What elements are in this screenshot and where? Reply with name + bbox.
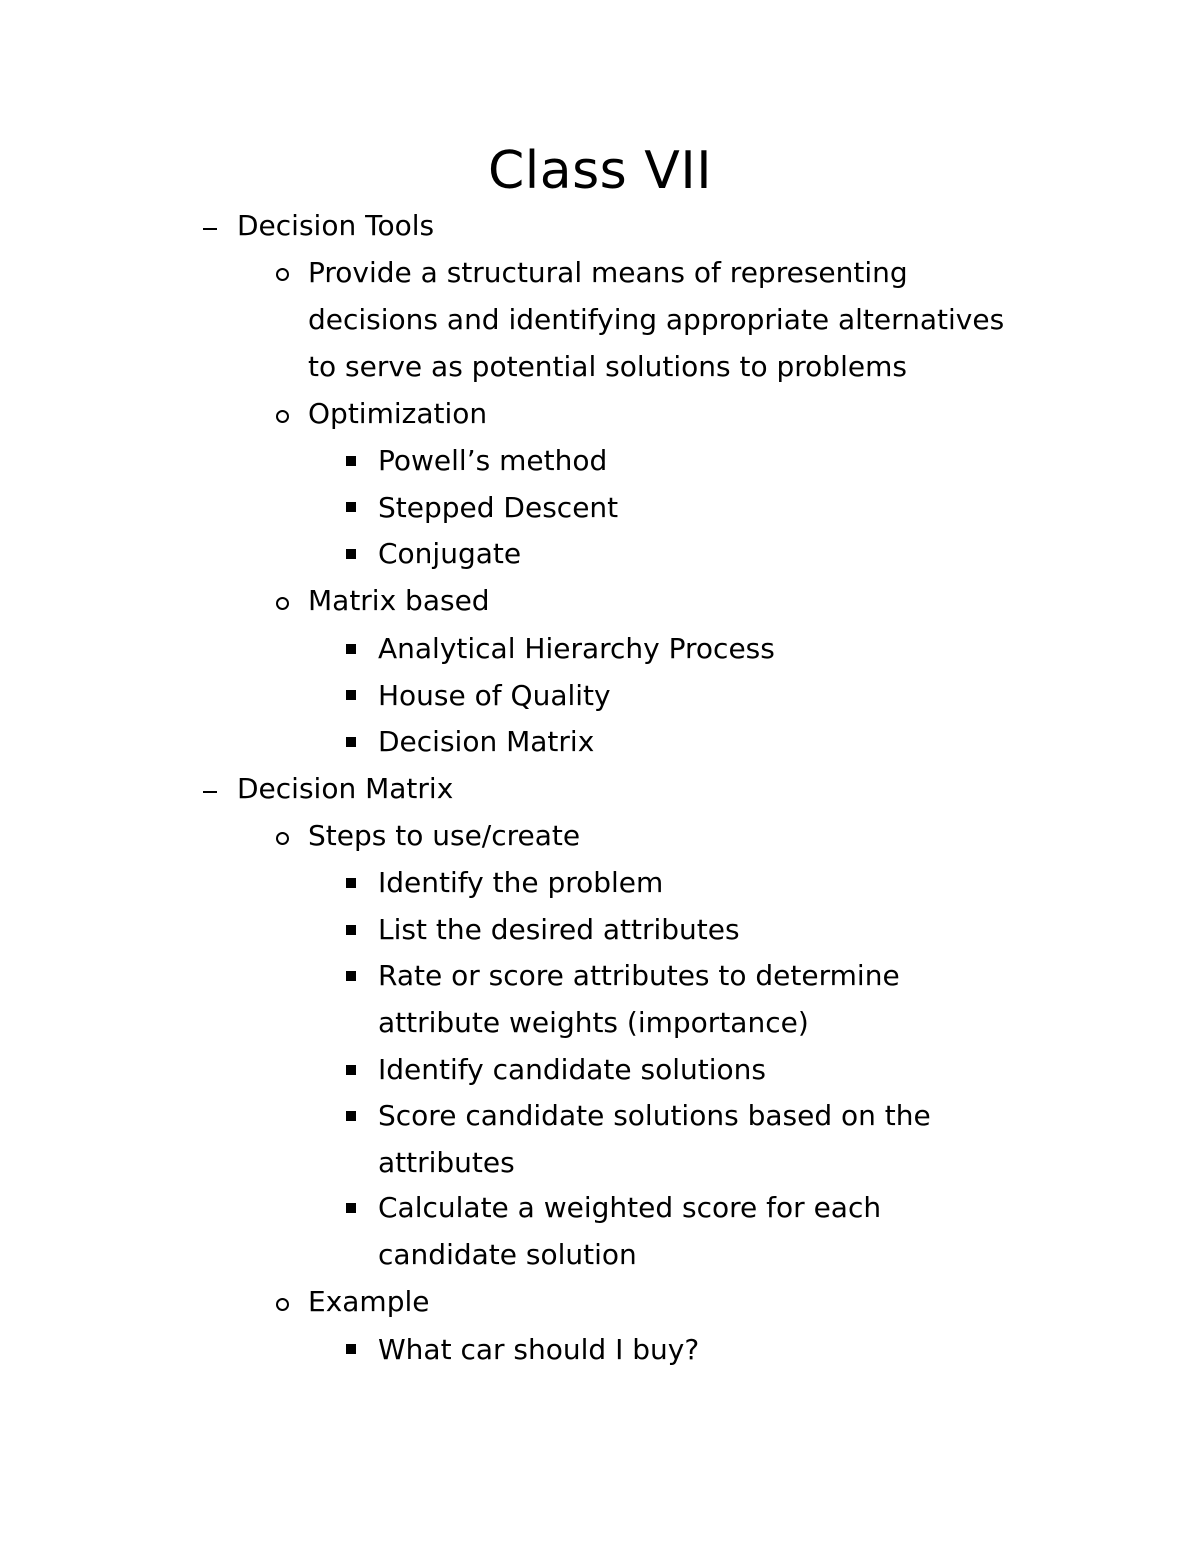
sub-list-item: Analytical Hierarchy Process: [378, 632, 775, 665]
list-item-line: to serve as potential solutions to problems: [308, 350, 907, 383]
circle-bullet-icon: [276, 597, 289, 610]
circle-bullet-icon: [276, 268, 289, 281]
sub-list-item: Identify the problem: [378, 866, 664, 899]
sub-list-item-continuation: attribute weights (importance): [378, 1006, 809, 1039]
sub-list-item: Rate or score attributes to determine: [378, 959, 900, 992]
section-heading: Decision Tools: [237, 209, 435, 242]
dash-bullet-icon: [203, 228, 217, 230]
sub-list-item: Powell’s method: [378, 444, 608, 477]
square-bullet-icon: [346, 1203, 356, 1213]
square-bullet-icon: [346, 737, 356, 747]
square-bullet-icon: [346, 878, 356, 888]
circle-bullet-icon: [276, 410, 289, 423]
list-item-line: Steps to use/create: [308, 819, 581, 852]
list-item-line: Example: [308, 1285, 430, 1318]
circle-bullet-icon: [276, 1298, 289, 1311]
page-title: Class VII: [487, 141, 713, 201]
circle-bullet-icon: [276, 832, 289, 845]
sub-list-item-continuation: attributes: [378, 1146, 515, 1179]
sub-list-item: Calculate a weighted score for each: [378, 1191, 882, 1224]
sub-list-item: Stepped Descent: [378, 491, 619, 524]
list-item-line: decisions and identifying appropriate alternatives: [308, 303, 1005, 336]
sub-list-item: Conjugate: [378, 537, 522, 570]
list-item-line: Matrix based: [308, 584, 490, 617]
sub-list-item: List the desired attributes: [378, 913, 740, 946]
sub-list-item: Identify candidate solutions: [378, 1053, 766, 1086]
square-bullet-icon: [346, 1344, 356, 1354]
section-heading: Decision Matrix: [237, 772, 454, 805]
sub-list-item: House of Quality: [378, 679, 611, 712]
square-bullet-icon: [346, 690, 356, 700]
square-bullet-icon: [346, 502, 356, 512]
square-bullet-icon: [346, 971, 356, 981]
square-bullet-icon: [346, 456, 356, 466]
square-bullet-icon: [346, 644, 356, 654]
sub-list-item: Score candidate solutions based on the: [378, 1099, 931, 1132]
list-item-line: Optimization: [308, 397, 488, 430]
list-item-line: Provide a structural means of representing: [308, 256, 908, 289]
sub-list-item-continuation: candidate solution: [378, 1238, 637, 1271]
sub-list-item: Decision Matrix: [378, 725, 595, 758]
dash-bullet-icon: [203, 791, 217, 793]
square-bullet-icon: [346, 1065, 356, 1075]
square-bullet-icon: [346, 1111, 356, 1121]
sub-list-item: What car should I buy?: [378, 1333, 700, 1366]
square-bullet-icon: [346, 925, 356, 935]
square-bullet-icon: [346, 549, 356, 559]
